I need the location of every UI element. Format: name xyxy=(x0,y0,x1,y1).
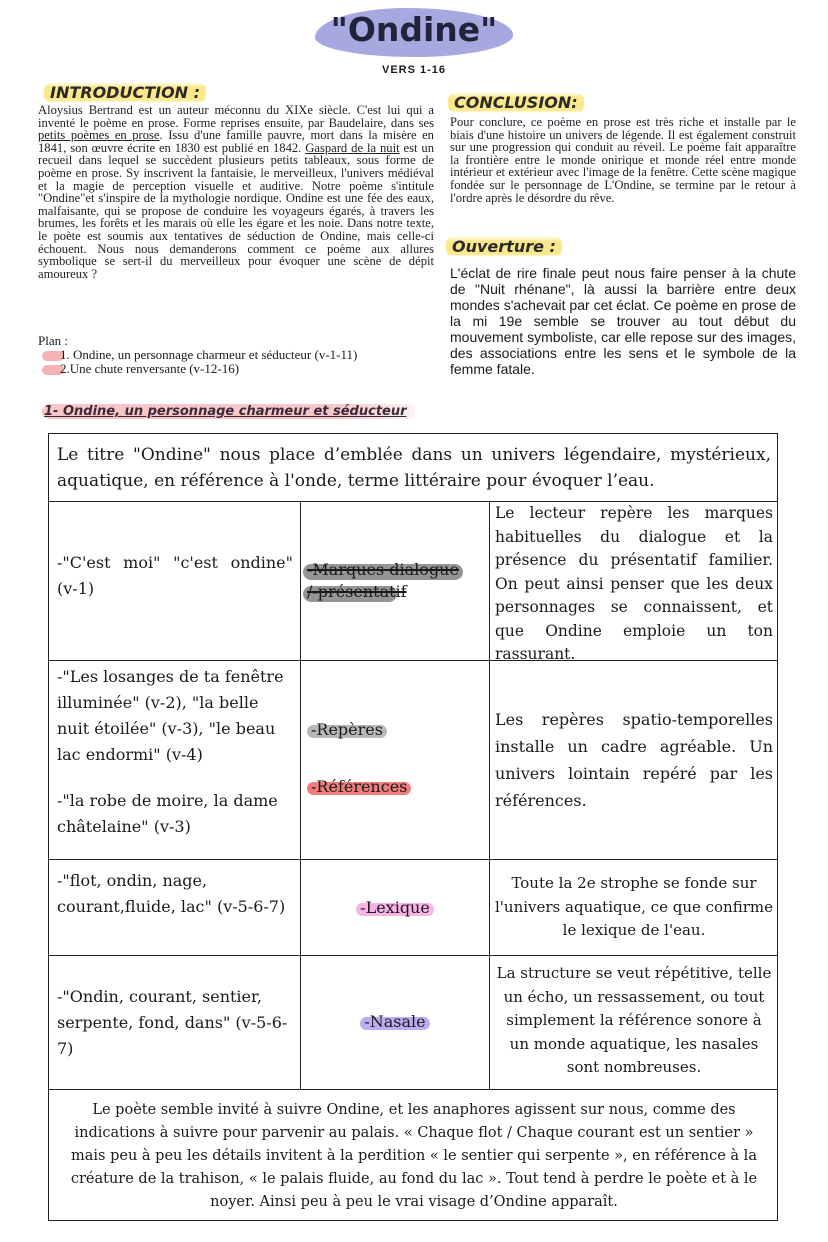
intro-book-link: petits poèmes en prose xyxy=(38,128,160,143)
table-row-tags xyxy=(307,559,487,603)
table-row-quote: -"Ondin, courant, sentier, serpente, fond, dans" (v-5-6-7) xyxy=(57,987,288,1058)
section-heading: 1- Ondine, un personnage charmeur et séducteur xyxy=(42,404,415,419)
tag-marker: -Marques dialogue xyxy=(307,559,459,581)
table-row-comment: Toute la 2e strophe se fonde sur l'univers aquatique, ce que confirme le lexique de l'eau. xyxy=(495,874,773,939)
page-title: "Ondine" xyxy=(317,6,512,57)
title-area xyxy=(0,6,828,57)
tag-marker: -Lexique xyxy=(360,898,430,917)
conclusion-text: Pour conclure, ce poème en prose est très riche et installe par le biais d'une histoire un univers de légende. Il est également construit sur une progression qui conduit au réveil. Le poème fait apparaître la frontière entre le monde onirique et monde réel entre monde intérieur et extérieur avec l'image de la fenêtre. Cette scène magique fondée sur le personnage de L'Ondine, se termine par le retour à l'ordre après le désordre du rêve. xyxy=(450,115,796,205)
table-row-comment: La structure se veut répétitive, telle un écho, un ressassement, ou tout simplement la référence sonore à un monde aquatique, les nasales sont nombreuses. xyxy=(496,964,772,1076)
tag-marker: -Références xyxy=(311,777,407,796)
table-row-quote: -"flot, ondin, nage, courant,fluide, lac" (v-5-6-7) xyxy=(57,871,286,916)
table-row-tags xyxy=(301,898,489,917)
plan-item: 2.Une chute renversante (v-12-16) xyxy=(38,362,357,376)
verses-label: VERS 1-16 xyxy=(381,64,447,76)
ouverture-text: L'éclat de rire finale peut nous faire penser à la chute de "Nuit rhénane", là aussi la barrière entre deux mondes s'achevait par cet éclat. Ce poème en prose de la mi 19e semble se trouver au tout début du mouvement symboliste, car elle repose sur des images, des associations entre les sens et le symbole de la femme fatale. xyxy=(450,265,796,377)
plan xyxy=(38,334,357,376)
tag-marker: -Nasale xyxy=(364,1012,425,1031)
tag-marker: /-présentatif xyxy=(307,581,407,603)
table-row-quote: -"Les losanges de ta fenêtre illuminée" (v-2), "la belle nuit étoilée" (v-3), "le beau lac endormi" (v-4) -"la robe de moire, la dame châtelaine" (v-3) xyxy=(57,667,284,836)
ouverture-heading: Ouverture : xyxy=(446,236,562,257)
table-row-tags xyxy=(301,1012,489,1031)
table-footer: Le poète semble invité à suivre Ondine, et les anaphores agissent sur nous, comme des indications à suivre pour parvenir au palais. « Chaque flot / Chaque courant est un sentier » mais peu à peu les détails invitent à la perdition « le sentier qui serpente », en référence à la créature de la trahison, « le palais fluide, au fond du lac ». Tout tend à perdre le poète et à le noyer. Ainsi peu à peu le vrai visage d’Ondine apparaît. xyxy=(70,1102,758,1210)
table-intro: Le titre "Ondine" nous place d’emblée dans un univers légendaire, mystérieux, aquatique, en référence à l'onde, terme littéraire pour évoquer l’eau. xyxy=(57,445,771,491)
plan-label: Plan : xyxy=(38,333,68,348)
plan-item: 1. Ondine, un personnage charmeur et séducteur (v-1-11) xyxy=(38,348,357,362)
analysis-table xyxy=(48,433,778,1221)
intro-heading: INTRODUCTION : xyxy=(44,82,206,103)
conclusion-heading: CONCLUSION: xyxy=(448,92,584,113)
tag-marker: -Repères xyxy=(311,720,383,739)
table-row-quote: -"C'est moi" "c'est ondine" (v-1) xyxy=(57,553,293,598)
table-row-comment: Les repères spatio-temporelles installe un cadre agréable. Un univers lointain repéré par les références. xyxy=(495,710,773,810)
intro-book-link-2: Gaspard de la nuit xyxy=(305,140,400,155)
table-row-tags xyxy=(311,720,487,796)
table-row-comment: Le lecteur repère les marques habituelles du dialogue et la présence du présentatif familier. On peut ainsi penser que les deux personnages se connaissent, et que Ondine emploie un ton rassurant. xyxy=(495,504,773,663)
intro-text: Aloysius Bertrand est un auteur méconnu du XIXe siècle. C'est lui qui a inventé le poème en prose. Forme reprises ensuite, par Baudelaire, dans ses petits poèmes en prose. Issu d'une famille pauvre, mort dans la misère en 1841, son œuvre écrite en 1830 est publié en 1842. Gaspard de la nuit est un recueil dans lequel se succèdent plusieurs petits tableaux, sous forme de poème en prose. Sy inscrivent la fantaisie, le merveilleux, l'univers médiéval et la magie de perception visuelle et auditive. Notre poème s'intitule "Ondine"et s'inspire de la mythologie nordique. Ondine est une fée des eaux, malfaisante, qui se propose de conduire les voyageurs égarés, à travers les brumes, les forêts et les marais où elle les égare et les noie. Dans notre texte, le poète est soumis aux tentatives de séduction de Ondine, mais celle-ci échouent. Nous nous demanderons comment ce poème aux allures symbolique se sert-il du merveilleux pour évoquer une scène de dépit amoureux ? xyxy=(38,103,434,281)
